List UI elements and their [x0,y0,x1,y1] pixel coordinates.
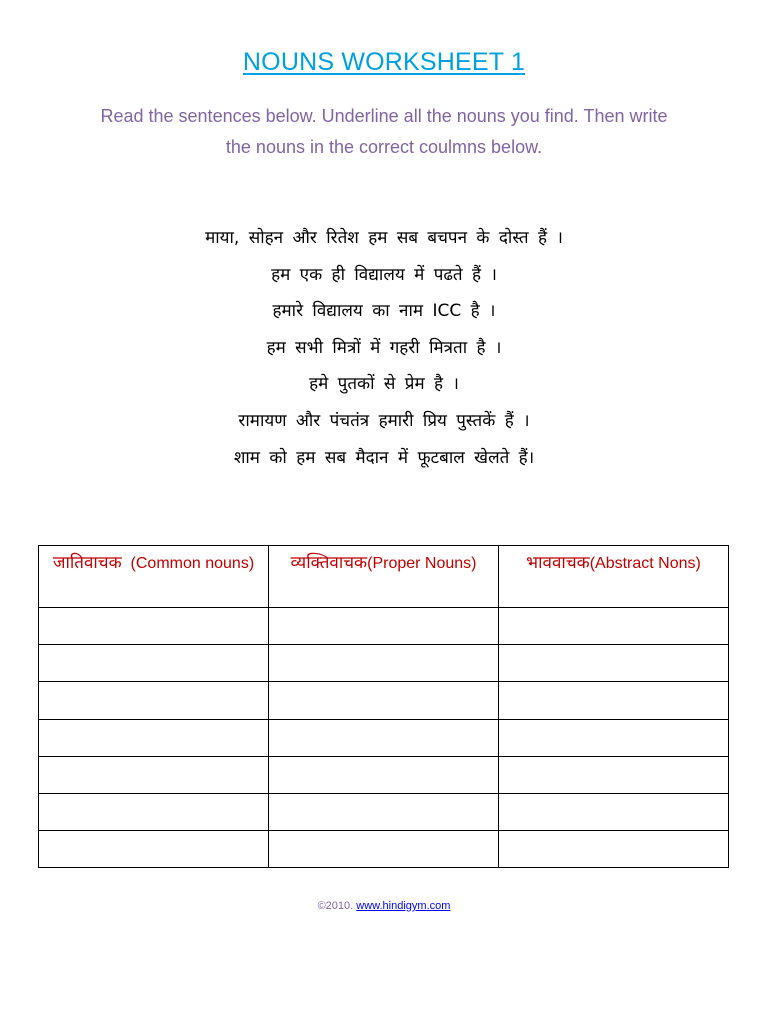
answer-cell[interactable] [499,719,729,756]
sentence-2: हम एक ही विद्यालय में पढते हैं । [271,264,497,285]
table-row [39,793,729,830]
answer-cell[interactable] [499,756,729,793]
table-row [39,645,729,682]
sentence-3: हमारे विद्यालय का नाम ICC है । [272,301,496,322]
table-row [39,608,729,645]
header-abstract-nouns [499,546,729,608]
answer-cell[interactable] [499,793,729,830]
instructions [50,101,718,163]
table-body [39,608,729,868]
header-common-nouns [39,546,269,608]
answer-cell[interactable] [269,645,499,682]
header-abstract-hindi: भाववाचक [526,553,590,573]
table-row [39,719,729,756]
footer-website-link[interactable]: www.hindigym.com [356,900,451,912]
answer-cell[interactable] [39,719,269,756]
answer-cell[interactable] [39,645,269,682]
header-proper-hindi: व्यक्तिवाचक [290,553,368,573]
answer-cell[interactable] [269,608,499,645]
answer-cell[interactable] [499,645,729,682]
header-common-hindi: जातिवाचक [52,553,122,573]
answer-cell[interactable] [39,682,269,719]
header-proper-nouns [269,546,499,608]
header-common-english: (Common nouns) [130,555,255,572]
answer-cell[interactable] [39,831,269,868]
answer-cell[interactable] [39,793,269,830]
sentence-6: रामायण और पंचतंत्र हमारी प्रिय पुस्तकें हैं । [238,410,530,431]
sentence-7: शाम को हम सब मैदान में फूटबाल खेलते हैं। [233,447,535,468]
answer-cell[interactable] [269,682,499,719]
table-row [39,756,729,793]
instructions-line-1: Read the sentences below. Underline all the nouns you find. Then write [100,106,668,126]
worksheet-title: NOUNS WORKSHEET 1 [242,48,526,76]
sentence-4: हम सभी मित्रों में गहरी मित्रता है । [266,337,502,358]
header-proper-english: (Proper Nouns) [367,555,477,572]
noun-classification-table [38,545,729,868]
header-abstract-english: (Abstract Nons) [589,555,701,572]
answer-cell[interactable] [499,831,729,868]
table-row [39,831,729,868]
answer-cell[interactable] [269,719,499,756]
answer-cell[interactable] [269,793,499,830]
instructions-line-2: the nouns in the correct coulmns below. [225,137,543,157]
table-row [39,682,729,719]
sentence-5: हमे पुतकों से प्रेम है । [309,374,459,395]
answer-cell[interactable] [499,608,729,645]
footer-copyright: ©2010. [317,900,354,912]
answer-cell[interactable] [39,756,269,793]
sentence-list [0,220,768,476]
footer [0,900,768,912]
answer-cell[interactable] [269,831,499,868]
answer-cell[interactable] [269,756,499,793]
answer-cell[interactable] [39,608,269,645]
sentence-1: माया, सोहन और रितेश हम सब बचपन के दोस्त हैं । [205,228,563,248]
table-header-row [39,546,729,608]
answer-cell[interactable] [499,682,729,719]
